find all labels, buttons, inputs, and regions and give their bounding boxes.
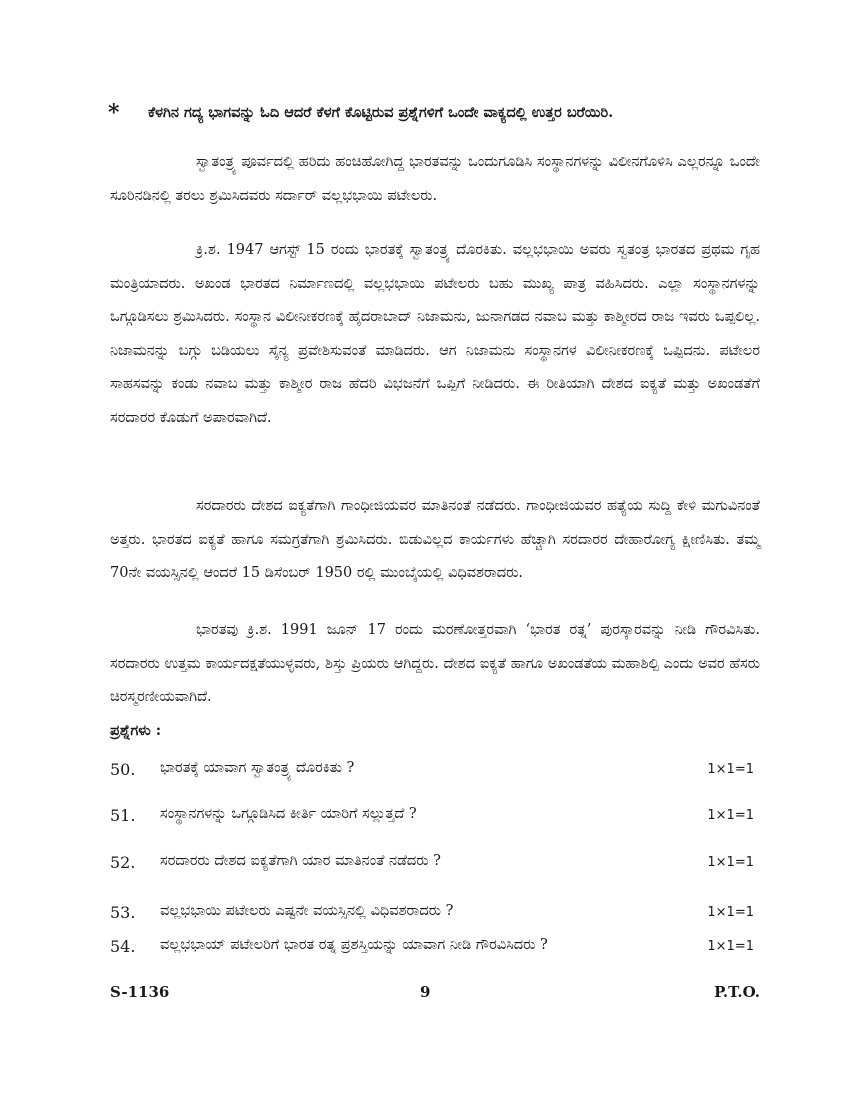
question-marks: 1×1=1 [707,855,754,870]
instruction-text: ಕೆಳಗಿನ ಗದ್ಯ ಭಾಗವನ್ನು ಓದಿ ಆದರೆ ಕೆಳಗೆ ಕೊಟ್ಟಿರುವ ಪ್ರಶ್ನೆಗಳಿಗೆ ಒಂದೇ ವಾಕ್ಯದಲ್ಲಿ ಉತ್ತರ ಬರೆಯಿರಿ. [148,104,614,121]
question-54 [110,937,760,963]
paper-code: S-1136 [110,983,170,1001]
question-marks: 1×1=1 [707,939,754,954]
question-51 [110,806,760,832]
question-number: 53. [110,903,136,922]
question-text: ವಲ್ಲಭಭಾಯಿ ಪಟೇಲರು ಎಷ್ಟನೇ ವಯಸ್ಸಿನಲ್ಲಿ ವಿಧಿವಶರಾದರು ? [160,903,454,919]
passage-paragraph-1-text: ಸ್ವಾತಂತ್ರ್ಯ ಪೂರ್ವದಲ್ಲಿ ಹರಿದು ಹಂಚಿಹೋಗಿದ್ದ ಭಾರತವನ್ನು ಒಂದುಗೂಡಿಸಿ ಸಂಸ್ಥಾನಗಳನ್ನು ವಿಲೀನಗೊಳಿಸಿ ಎಲ್ಲರನ್ನೂ ಒಂದೇ ಸೂರಿನಡಿನಲ್ಲಿ ತರಲು ಶ್ರಮಿಸಿದವರು ಸರ್ದಾರ್ ವಲ್ಲಭಭಾಯಿ ಪಟೇಲರು. [110,154,760,204]
question-text: ಸರದಾರರು ದೇಶದ ಐಕ್ಯತೆಗಾಗಿ ಯಾರ ಮಾತಿನಂತೆ ನಡೆದರು ? [160,853,441,869]
please-turn-over: P.T.O. [714,983,760,1001]
question-marks: 1×1=1 [707,808,754,823]
question-text: ಸಂಸ್ಥಾನಗಳನ್ನು ಒಗ್ಗೂಡಿಸಿದ ಕೀರ್ತಿ ಯಾರಿಗೆ ಸಲ್ಲುತ್ತದೆ ? [160,806,417,822]
passage-paragraph-3-text: ಸರದಾರರು ದೇಶದ ಐಕ್ಯತೆಗಾಗಿ ಗಾಂಧೀಜಿಯವರ ಮಾತಿನಂತೆ ನಡೆದರು. ಗಾಂಧೀಜಿಯವರ ಹತ್ಯೆಯ ಸುದ್ದಿ ಕೇಳಿ ಮಗುವಿನಂತೆ ಅತ್ತರು. ಭಾರತದ ಐಕ್ಯತೆ ಹಾಗೂ ಸಮಗ್ರತೆಗಾಗಿ ಶ್ರಮಿಸಿದರು. ಬಿಡುವಿಲ್ಲದ ಕಾರ್ಯಗಳು ಹೆಚ್ಚಾಗಿ ಸರದಾರರ ದೇಹಾರೋಗ್ಯ ಕ್ಷೀಣಿಸಿತು. ತಮ್ಮ 70ನೇ ವಯಸ್ಸಿನಲ್ಲಿ ಆಂದರೆ 15 ಡಿಸೆಂಬರ್ 1950 ರಲ್ಲಿ ಮುಂಬೈಯಲ್ಲಿ ವಿಧಿವಶರಾದರು. [110,498,760,581]
question-53 [110,903,760,929]
passage-paragraph-2-text: ಕ್ರಿ.ಶ. 1947 ಆಗಸ್ಟ್ 15 ರಂದು ಭಾರತಕ್ಕೆ ಸ್ವಾತಂತ್ರ್ಯ ದೊರಕಿತು. ವಲ್ಲಭಭಾಯಿ ಅವರು ಸ್ವತಂತ್ರ ಭಾರತದ ಪ್ರಥಮ ಗೃಹ ಮಂತ್ರಿಯಾದರು. ಅಖಂಡ ಭಾರತದ ನಿರ್ಮಾಣದಲ್ಲಿ ವಲ್ಲಭಭಾಯಿ ಪಟೇಲರು ಬಹು ಮುಖ್ಯ ಪಾತ್ರ ವಹಿಸಿದರು. ಎಲ್ಲಾ ಸಂಸ್ಥಾನಗಳನ್ನು ಒಗ್ಗೂಡಿಸಲು ಶ್ರಮಿಸಿದರು. ಸಂಸ್ಥಾನ ವಿಲೀನೀಕರಣಕ್ಕೆ ಹೈದರಾಬಾದ್ ನಿಜಾಮನು, ಜುನಾಗಡದ ನವಾಬ ಮತ್ತು ಕಾಶ್ಮೀರದ ರಾಜ ಇವರು ಒಪ್ಪಲಿಲ್ಲ. ನಿಜಾಮನನ್ನು ಬಗ್ಗು ಬಡಿಯಲು ಸೈನ್ಯ ಪ್ರವೇಶಿಸುವಂತೆ ಮಾಡಿದರು. ಆಗ ನಿಜಾಮನು ಸಂಸ್ಥಾನಗಳ ವಿಲೀನೀಕರಣಕ್ಕೆ ಒಪ್ಪಿದನು. ಪಟೇಲರ ಸಾಹಸವನ್ನು ಕಂಡು ನವಾಬ ಮತ್ತು ಕಾಶ್ಮೀರ ರಾಜ ಹೆದರಿ ವಿಭಜನೆಗೆ ಒಪ್ಪಿಗೆ ನೀಡಿದರು. ಈ ರೀತಿಯಾಗಿ ದೇಶದ ಐಕ್ಯತೆ ಮತ್ತು ಅಖಂಡತೆಗೆ ಸರದಾರರ ಕೊಡುಗೆ ಅಪಾರವಾಗಿದೆ. [110,242,760,426]
question-marks: 1×1=1 [707,905,754,920]
instruction-marker: * [108,100,120,126]
passage-paragraph-3 [110,490,760,591]
passage-paragraph-4 [110,614,760,715]
page-number: 9 [420,983,431,1001]
question-text: ವಲ್ಲಭಭಾಯ್ ಪಟೇಲರಿಗೆ ಭಾರತ ರತ್ನ ಪ್ರಶಸ್ತಿಯನ್ನು ಯಾವಾಗ ನೀಡಿ ಗೌರವಿಸಿದರು ? [160,937,548,953]
question-50 [110,760,760,786]
passage-paragraph-1 [110,146,760,213]
question-number: 51. [110,806,136,825]
question-text: ಭಾರತಕ್ಕೆ ಯಾವಾಗ ಸ್ವಾತಂತ್ರ್ಯ ದೊರಕಿತು ? [160,760,355,776]
question-52 [110,853,760,879]
question-number: 54. [110,937,136,956]
passage-paragraph-2 [110,234,760,435]
question-number: 52. [110,853,136,872]
passage-paragraph-4-text: ಭಾರತವು ಕ್ರಿ.ಶ. 1991 ಜೂನ್ 17 ರಂದು ಮರಣೋತ್ತರವಾಗಿ ‘ಭಾರತ ರತ್ನ’ ಪುರಸ್ಕಾರವನ್ನು ನೀಡಿ ಗೌರವಿಸಿತು. ಸರದಾರರು ಉತ್ತಮ ಕಾರ್ಯದಕ್ಷತೆಯುಳ್ಳವರು, ಶಿಸ್ತು ಪ್ರಿಯರು ಆಗಿದ್ದರು. ದೇಶದ ಐಕ್ಯತೆ ಹಾಗೂ ಅಖಂಡತೆಯ ಮಹಾಶಿಲ್ಪಿ ಎಂದು ಅವರ ಹೆಸರು ಚಿರಸ್ಮರಣೀಯವಾಗಿದೆ. [110,622,760,705]
question-marks: 1×1=1 [707,762,754,777]
questions-heading: ಪ್ರಶ್ನೆಗಳು : [110,722,162,739]
question-number: 50. [110,760,136,779]
